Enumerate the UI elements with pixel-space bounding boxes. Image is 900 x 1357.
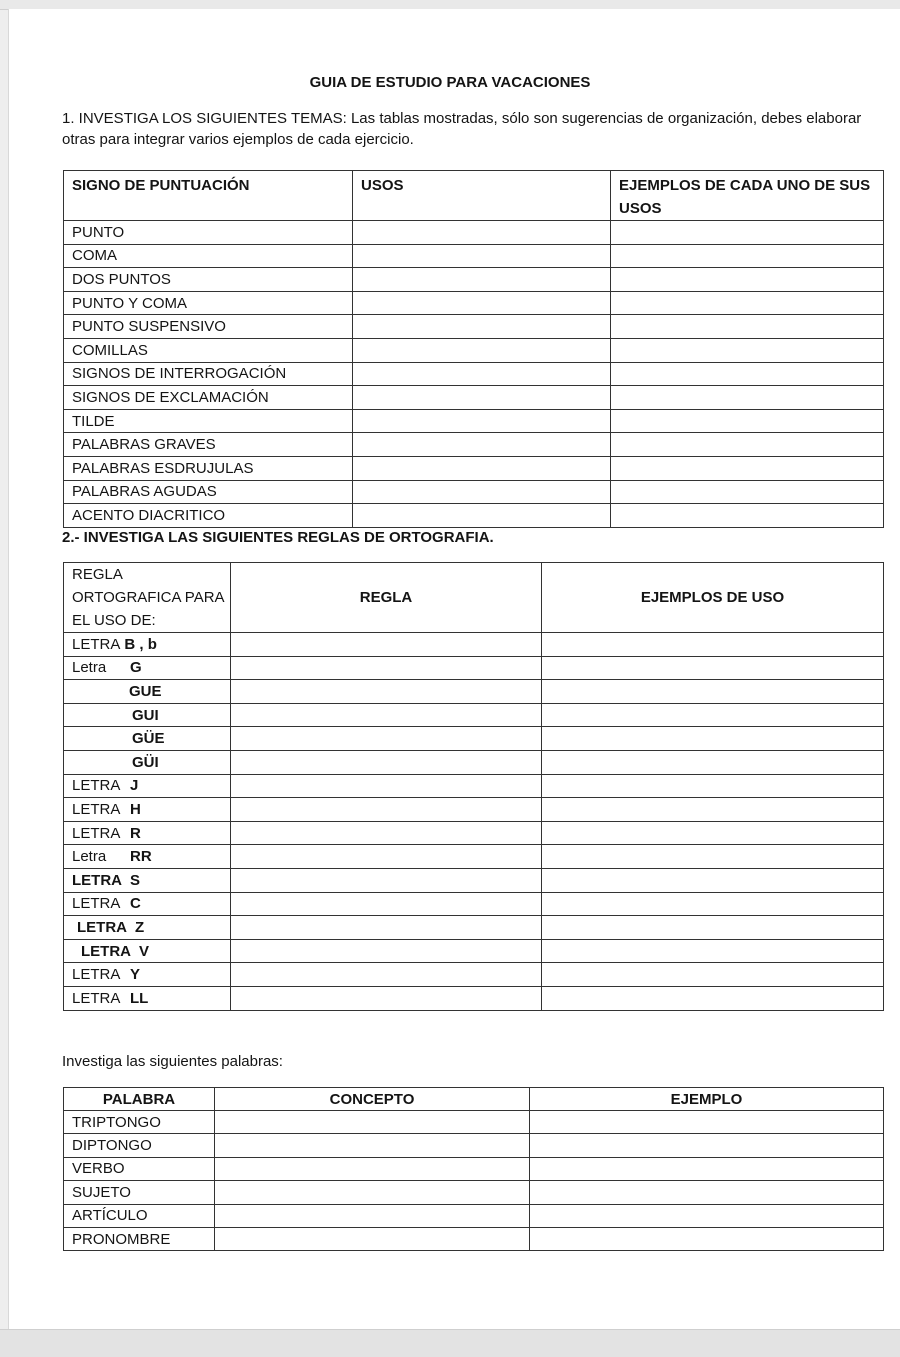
row-label: COMA <box>64 244 353 268</box>
ejemplos-cell[interactable] <box>542 892 884 916</box>
ejemplos-cell[interactable] <box>611 409 884 433</box>
regla-cell[interactable] <box>231 986 542 1010</box>
row-label: PALABRAS AGUDAS <box>64 480 353 504</box>
bottom-edge <box>0 1329 900 1357</box>
ejemplo-cell[interactable] <box>530 1157 884 1180</box>
header-ejemplo: EJEMPLO <box>530 1088 884 1111</box>
table-row <box>64 409 884 433</box>
row-label <box>64 656 231 680</box>
orthography-table <box>63 562 884 1011</box>
table-header-row <box>64 1088 884 1111</box>
ejemplos-cell[interactable] <box>542 680 884 704</box>
usos-cell[interactable] <box>353 456 611 480</box>
letter-label: Letra <box>72 848 107 866</box>
section-2-heading: 2.- INVESTIGA LAS SIGUIENTES REGLAS DE ORTOGRAFIA. <box>62 529 494 546</box>
regla-cell[interactable] <box>231 963 542 987</box>
letter-key: GUI <box>132 706 159 724</box>
regla-cell[interactable] <box>231 845 542 869</box>
row-label <box>64 868 231 892</box>
usos-cell[interactable] <box>353 221 611 245</box>
row-label <box>64 986 231 1010</box>
ejemplos-cell[interactable] <box>611 456 884 480</box>
punctuation-table <box>63 170 884 528</box>
table-row <box>64 221 884 245</box>
letter-key: LL <box>130 989 149 1007</box>
regla-cell[interactable] <box>231 939 542 963</box>
regla-cell[interactable] <box>231 868 542 892</box>
letter-label: LETRA <box>72 635 121 653</box>
letter-label: LETRA <box>72 966 121 984</box>
table-row <box>64 1134 884 1157</box>
row-label: COMILLAS <box>64 338 353 362</box>
header-palabra: PALABRA <box>64 1088 215 1111</box>
table-row <box>64 433 884 457</box>
row-label: VERBO <box>64 1157 215 1180</box>
usos-cell[interactable] <box>353 244 611 268</box>
table-header-row <box>64 171 884 221</box>
row-label: ACENTO DIACRITICO <box>64 504 353 528</box>
table-row <box>64 798 884 822</box>
row-label <box>64 633 231 657</box>
letter-label: LETRA <box>72 824 121 842</box>
row-label: PUNTO <box>64 221 353 245</box>
ejemplo-cell[interactable] <box>530 1134 884 1157</box>
section-3-heading: Investiga las siguientes palabras: <box>62 1053 283 1070</box>
table-row <box>64 845 884 869</box>
letter-key: GUE <box>129 682 162 700</box>
row-label: DIPTONGO <box>64 1134 215 1157</box>
table-header-row <box>64 563 884 633</box>
letter-key: B , b <box>124 635 157 653</box>
concepto-cell[interactable] <box>215 1227 530 1250</box>
ejemplos-cell[interactable] <box>542 939 884 963</box>
letter-key: V <box>139 942 150 960</box>
letter-label: Letra <box>72 659 107 677</box>
row-label: TRIPTONGO <box>64 1111 215 1134</box>
row-label: SUJETO <box>64 1181 215 1204</box>
ejemplo-cell[interactable] <box>530 1204 884 1227</box>
table-row <box>64 727 884 751</box>
ejemplos-cell[interactable] <box>542 916 884 940</box>
row-label <box>64 821 231 845</box>
row-label: TILDE <box>64 409 353 433</box>
table-row <box>64 1181 884 1204</box>
regla-cell[interactable] <box>231 703 542 727</box>
table-row <box>64 456 884 480</box>
table-row <box>64 504 884 528</box>
usos-cell[interactable] <box>353 362 611 386</box>
row-label: PRONOMBRE <box>64 1227 215 1250</box>
table-row <box>64 656 884 680</box>
table-row <box>64 1204 884 1227</box>
regla-cell[interactable] <box>231 798 542 822</box>
table-row <box>64 480 884 504</box>
regla-cell[interactable] <box>231 892 542 916</box>
table-row <box>64 244 884 268</box>
table-row <box>64 703 884 727</box>
letter-label: LETRA <box>72 800 121 818</box>
ejemplos-cell[interactable] <box>542 821 884 845</box>
concepto-cell[interactable] <box>215 1157 530 1180</box>
ejemplos-cell[interactable] <box>542 656 884 680</box>
table-row <box>64 362 884 386</box>
header-signo: SIGNO DE PUNTUACIÓN <box>64 171 353 221</box>
row-label <box>64 892 231 916</box>
table-row <box>64 386 884 410</box>
ejemplos-cell[interactable] <box>542 633 884 657</box>
row-label: DOS PUNTOS <box>64 268 353 292</box>
letter-key: S <box>130 871 141 889</box>
row-label: PALABRAS GRAVES <box>64 433 353 457</box>
regla-cell[interactable] <box>231 727 542 751</box>
ejemplos-cell[interactable] <box>611 338 884 362</box>
concepto-cell[interactable] <box>215 1181 530 1204</box>
usos-cell[interactable] <box>353 409 611 433</box>
header-concepto: CONCEPTO <box>215 1088 530 1111</box>
row-label <box>64 680 231 704</box>
ejemplos-cell[interactable] <box>542 845 884 869</box>
table-row <box>64 821 884 845</box>
ejemplos-cell[interactable] <box>611 244 884 268</box>
table-row <box>64 680 884 704</box>
regla-cell[interactable] <box>231 750 542 774</box>
ejemplos-cell[interactable] <box>611 315 884 339</box>
letter-key: Y <box>130 966 141 984</box>
header-regla: REGLA <box>231 563 542 633</box>
usos-cell[interactable] <box>353 504 611 528</box>
ejemplos-cell[interactable] <box>542 798 884 822</box>
header-ejemplos: EJEMPLOS DE CADA UNO DE SUS USOS <box>611 171 884 221</box>
table-row <box>64 268 884 292</box>
letter-key: RR <box>130 848 152 866</box>
table-row <box>64 1227 884 1250</box>
row-label: PALABRAS ESDRUJULAS <box>64 456 353 480</box>
ejemplos-cell[interactable] <box>611 386 884 410</box>
letter-key: C <box>130 895 141 913</box>
ejemplos-cell[interactable] <box>542 868 884 892</box>
row-label <box>64 774 231 798</box>
row-label: SIGNOS DE INTERROGACIÓN <box>64 362 353 386</box>
ejemplos-cell[interactable] <box>611 504 884 528</box>
ejemplos-cell[interactable] <box>542 750 884 774</box>
letter-key: H <box>130 800 141 818</box>
ejemplos-cell[interactable] <box>542 963 884 987</box>
regla-cell[interactable] <box>231 656 542 680</box>
concepto-cell[interactable] <box>215 1111 530 1134</box>
usos-cell[interactable] <box>353 433 611 457</box>
ejemplos-cell[interactable] <box>611 221 884 245</box>
row-label <box>64 963 231 987</box>
regla-cell[interactable] <box>231 916 542 940</box>
usos-cell[interactable] <box>353 386 611 410</box>
table-row <box>64 1157 884 1180</box>
letter-label: LETRA <box>81 942 131 960</box>
letter-key: GÜI <box>132 753 159 771</box>
letter-label: LETRA <box>72 989 121 1007</box>
header-ejemplos-uso: EJEMPLOS DE USO <box>542 563 884 633</box>
letter-key: G <box>130 659 142 677</box>
ejemplos-cell[interactable] <box>611 268 884 292</box>
row-label <box>64 750 231 774</box>
ejemplos-cell[interactable] <box>611 291 884 315</box>
header-usos: USOS <box>353 171 611 221</box>
regla-cell[interactable] <box>231 821 542 845</box>
usos-cell[interactable] <box>353 480 611 504</box>
usos-cell[interactable] <box>353 315 611 339</box>
table-row <box>64 916 884 940</box>
row-label: SIGNOS DE EXCLAMACIÓN <box>64 386 353 410</box>
regla-cell[interactable] <box>231 680 542 704</box>
letter-key: Z <box>135 918 145 936</box>
ejemplos-cell[interactable] <box>542 727 884 751</box>
table-row <box>64 633 884 657</box>
row-label <box>64 916 231 940</box>
regla-cell[interactable] <box>231 774 542 798</box>
row-label: PUNTO SUSPENSIVO <box>64 315 353 339</box>
usos-cell[interactable] <box>353 338 611 362</box>
letter-label: LETRA <box>72 777 121 795</box>
ejemplo-cell[interactable] <box>530 1227 884 1250</box>
ejemplo-cell[interactable] <box>530 1111 884 1134</box>
letter-key: GÜE <box>132 730 165 748</box>
letter-key: J <box>130 777 139 795</box>
usos-cell[interactable] <box>353 268 611 292</box>
regla-cell[interactable] <box>231 633 542 657</box>
letter-key: R <box>130 824 141 842</box>
table-row <box>64 868 884 892</box>
table-row <box>64 315 884 339</box>
table-row <box>64 939 884 963</box>
table-row <box>64 291 884 315</box>
ejemplos-cell[interactable] <box>542 774 884 798</box>
table-row <box>64 774 884 798</box>
table-row <box>64 986 884 1010</box>
concepto-cell[interactable] <box>215 1134 530 1157</box>
ejemplo-cell[interactable] <box>530 1181 884 1204</box>
table-row <box>64 963 884 987</box>
ejemplos-cell[interactable] <box>611 433 884 457</box>
instruction-text: 1. INVESTIGA LOS SIGUIENTES TEMAS: Las tablas mostradas, sólo son sugerencias de organización, debes elaborar otras para integrar varios ejemplos de cada ejercicio. <box>62 110 862 148</box>
table-row <box>64 750 884 774</box>
header-regla-ortografica: REGLA ORTOGRAFICA PARA EL USO DE: <box>64 563 231 633</box>
row-label <box>64 703 231 727</box>
letter-label: LETRA <box>72 871 122 889</box>
table-row <box>64 338 884 362</box>
page-title: GUIA DE ESTUDIO PARA VACACIONES <box>309 74 591 91</box>
usos-cell[interactable] <box>353 291 611 315</box>
ejemplos-cell[interactable] <box>611 480 884 504</box>
row-label <box>64 845 231 869</box>
table-row <box>64 892 884 916</box>
ejemplos-cell[interactable] <box>611 362 884 386</box>
letter-label: LETRA <box>77 918 127 936</box>
ejemplos-cell[interactable] <box>542 986 884 1010</box>
ejemplos-cell[interactable] <box>542 703 884 727</box>
row-label <box>64 727 231 751</box>
row-label: ARTÍCULO <box>64 1204 215 1227</box>
row-label <box>64 939 231 963</box>
words-table <box>63 1087 884 1251</box>
row-label: PUNTO Y COMA <box>64 291 353 315</box>
concepto-cell[interactable] <box>215 1204 530 1227</box>
letter-label: LETRA <box>72 895 121 913</box>
row-label <box>64 798 231 822</box>
table-row <box>64 1111 884 1134</box>
